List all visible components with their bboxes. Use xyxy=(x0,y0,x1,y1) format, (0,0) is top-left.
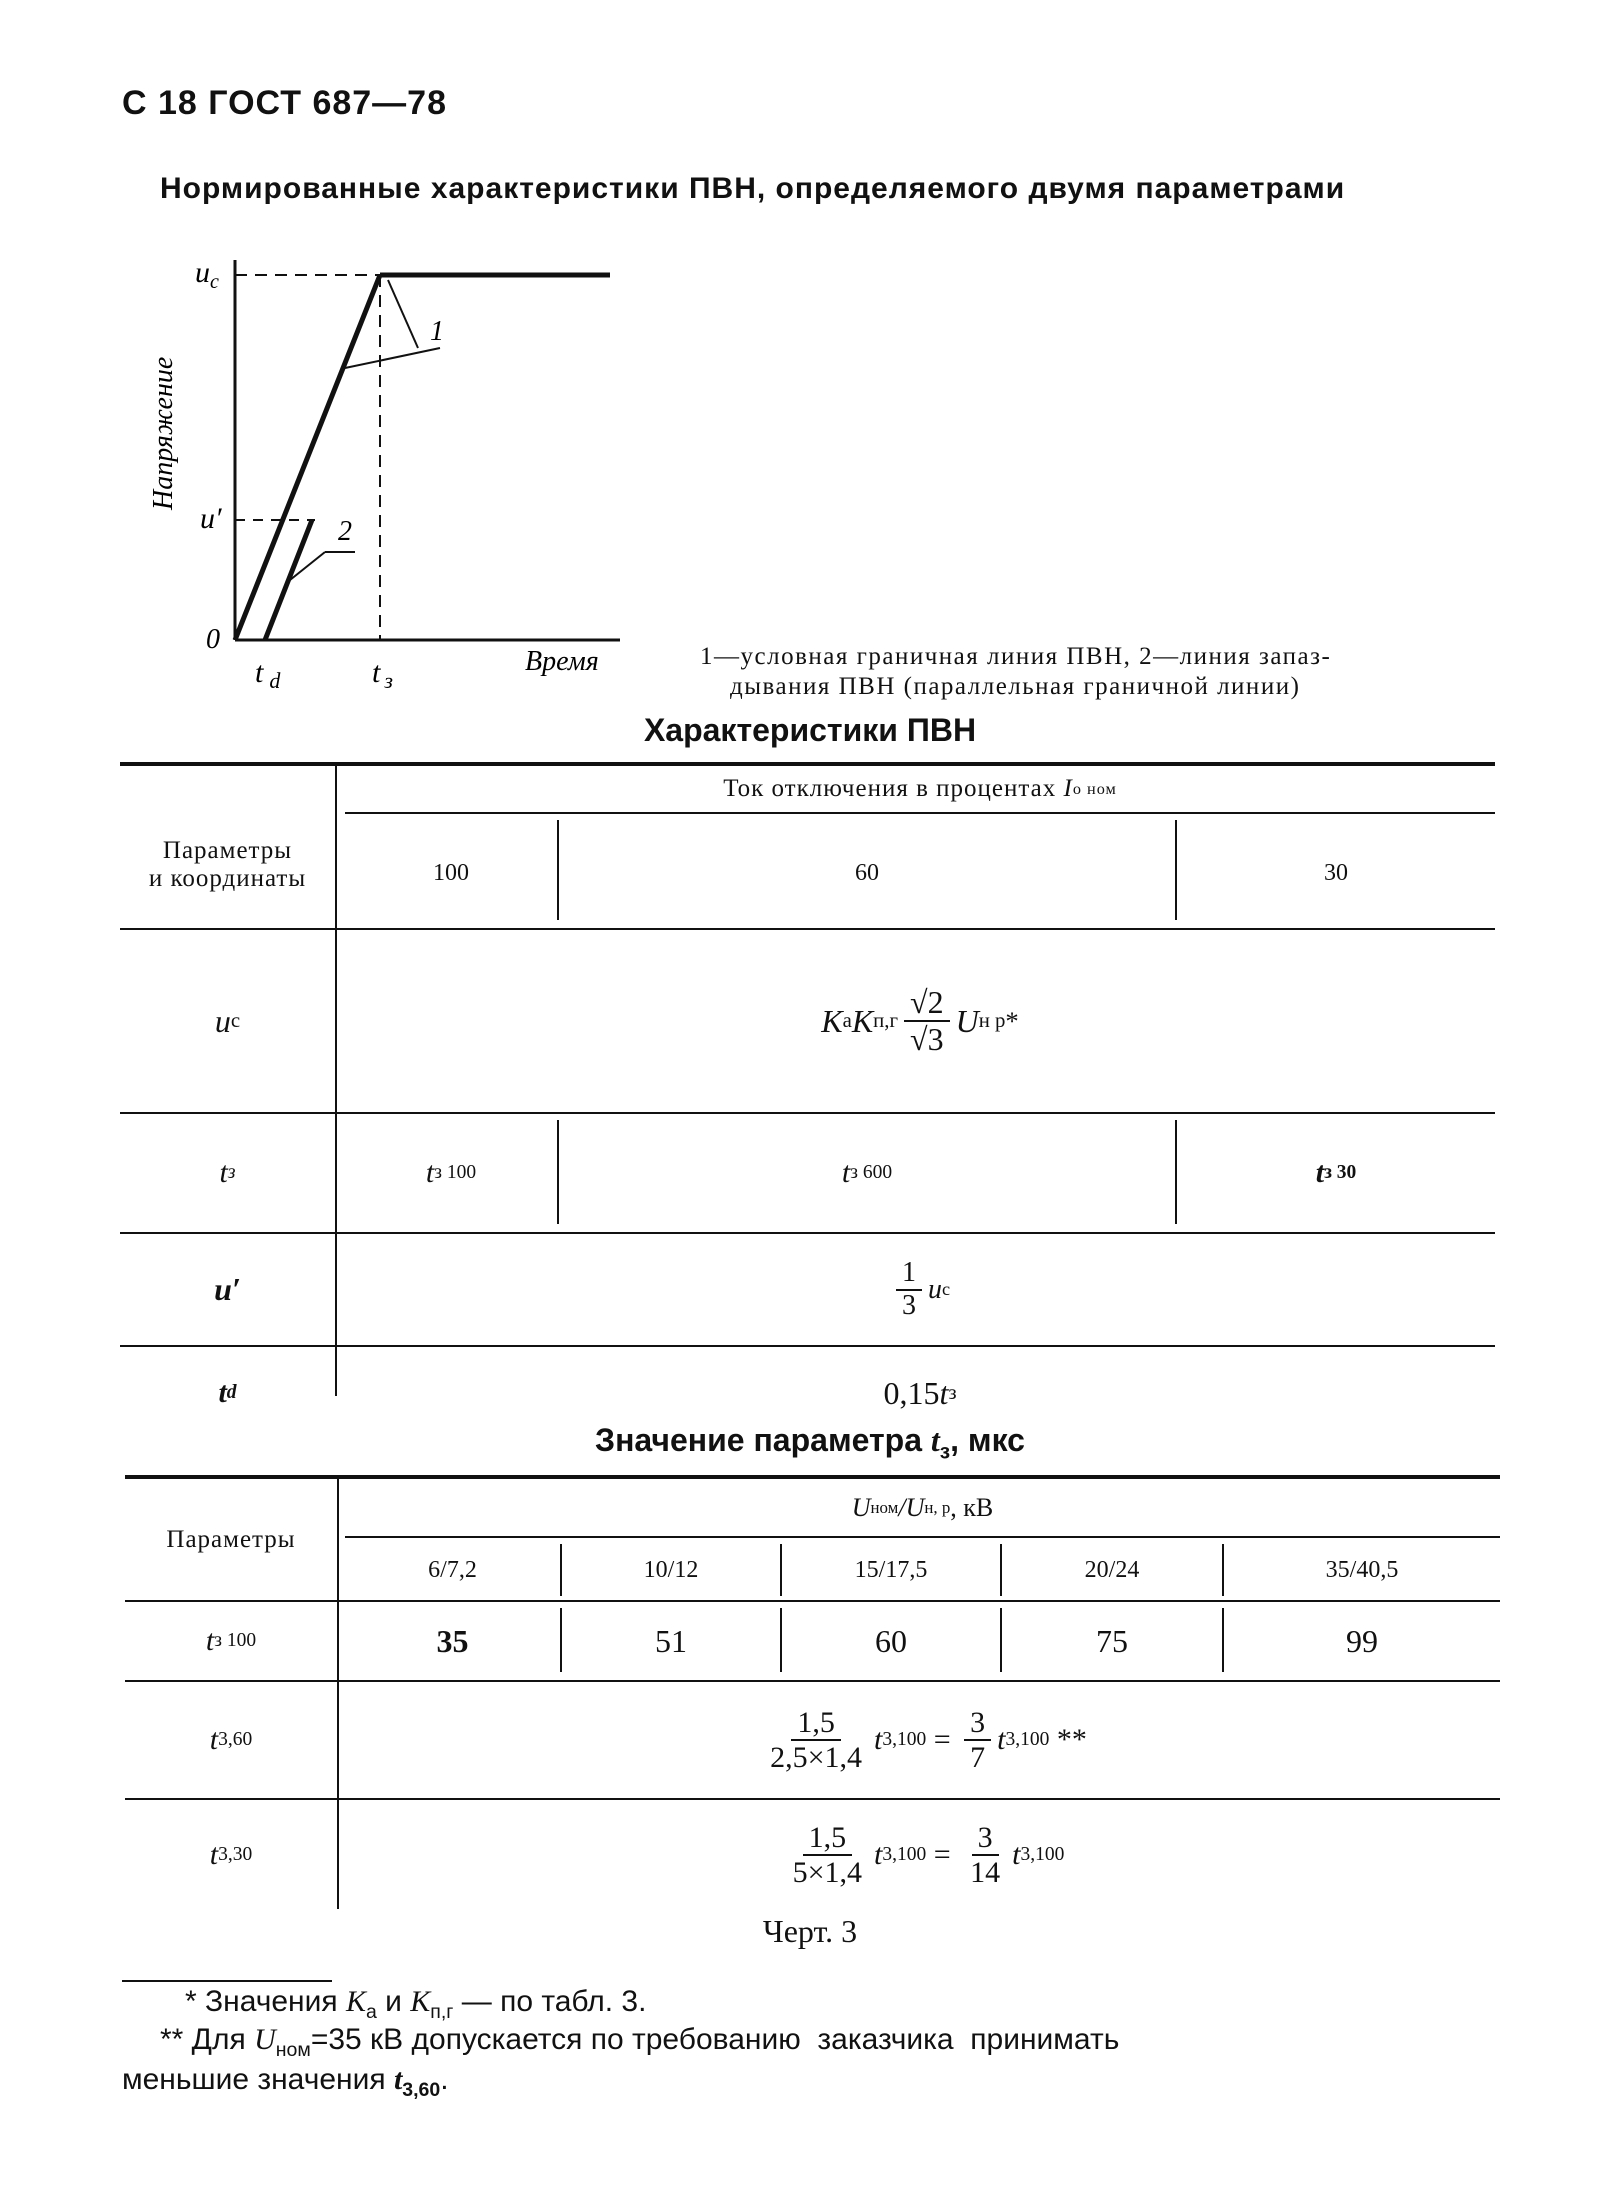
table2-row1-val-2: 60 xyxy=(875,1622,907,1659)
row1-t: t xyxy=(205,1624,215,1657)
row3-t3100-a: t xyxy=(874,1838,883,1871)
row3-t3100-b: t xyxy=(1012,1838,1021,1871)
table1-td-label-sub: d xyxy=(226,1382,237,1403)
table2-row1-label xyxy=(125,1602,337,1680)
page-header: С 18 ГОСТ 687—78 xyxy=(122,84,448,122)
u-prime-u: u xyxy=(927,1273,942,1305)
leader-1b xyxy=(345,348,440,368)
row2-sub: 3,60 xyxy=(218,1729,253,1750)
table2-col-4: 35/40,5 xyxy=(1325,1556,1399,1583)
table2-title-t: t xyxy=(930,1422,940,1458)
table2-row1-val-3: 75 xyxy=(1096,1622,1128,1659)
span-u: U xyxy=(851,1492,871,1522)
table2-header-rule xyxy=(345,1536,1500,1538)
row2-t3100-b: t xyxy=(997,1723,1006,1756)
u-prime-fraction xyxy=(896,1258,922,1322)
t3-label-sub: з xyxy=(384,668,393,690)
table1-u-prime-formula xyxy=(345,1234,1495,1345)
table1-td-label-t: t xyxy=(218,1376,227,1409)
formula-u-sub: н р xyxy=(978,1009,1006,1032)
table2-title-post: , мкс xyxy=(950,1422,1025,1458)
footnote-rule xyxy=(122,1980,332,1982)
td-value-coef: 0,15 xyxy=(883,1374,940,1411)
table1-col-60: 60 xyxy=(855,859,879,886)
zero-label: 0 xyxy=(206,624,220,655)
table1-uc-label-u: u xyxy=(214,1002,231,1039)
row2-eq-num: 3 xyxy=(964,1706,991,1741)
fn2-u: U xyxy=(254,2023,276,2056)
table2-stub-divider xyxy=(337,1479,339,1909)
table1-stub-header xyxy=(120,810,335,920)
table1-t3-30-sub: з 30 xyxy=(1324,1162,1357,1183)
table1-stub-header-l1: Параметры xyxy=(162,837,293,864)
footnote-2-line2 xyxy=(122,2063,449,2102)
table1-span-header-sub: о ном xyxy=(1072,779,1117,798)
row3-t3100-a-sub: 3,100 xyxy=(882,1844,927,1865)
table1-span-header xyxy=(345,766,1495,812)
voltage-time-diagram xyxy=(140,240,660,690)
row3-eq-den: 14 xyxy=(970,1856,1001,1889)
fn1-ka-sub: а xyxy=(365,2001,377,2023)
td-label xyxy=(255,656,281,690)
table1-t3-60-t: t xyxy=(841,1156,851,1189)
table1-td-label xyxy=(120,1347,335,1439)
x-axis-label: Время xyxy=(525,646,599,677)
table1-t3-100-sub: з 100 xyxy=(434,1162,477,1183)
table1-col-100: 100 xyxy=(433,859,469,886)
table1-uc-label-sub: c xyxy=(230,1009,241,1032)
table2-row1-val-1: 51 xyxy=(655,1622,687,1659)
u-prime-num: 1 xyxy=(896,1258,922,1291)
table2-col-3: 20/24 xyxy=(1084,1556,1140,1583)
t3-label xyxy=(372,656,393,690)
row3-eq-fraction xyxy=(964,1821,1006,1889)
table2-row3-formula xyxy=(345,1800,1500,1910)
row1-sub: з 100 xyxy=(214,1630,257,1651)
fn2-b: =35 кВ допускается по требованию заказчика принимать xyxy=(310,2023,1120,2056)
table2-row1-val-0: 35 xyxy=(436,1622,469,1659)
table1-uc-formula xyxy=(345,930,1495,1112)
table1-uc-label xyxy=(120,930,335,1112)
page-title: Нормированные характеристики ПВН, определяемого двумя параметрами xyxy=(160,172,1346,205)
line2-label: 2 xyxy=(338,516,352,547)
formula-star: * xyxy=(1005,1005,1019,1036)
span-unit: , кВ xyxy=(950,1492,994,1522)
uc-label-u: u xyxy=(195,256,210,289)
table1-t3-60 xyxy=(559,1114,1175,1232)
table2-col-1: 10/12 xyxy=(643,1556,699,1583)
row3-eq-num: 3 xyxy=(972,1821,999,1856)
td-label-sub: d xyxy=(269,668,281,690)
span-slash: /U xyxy=(898,1492,925,1522)
row3-t3100-b-sub: 3,100 xyxy=(1020,1844,1065,1865)
table2-row1-val-4: 99 xyxy=(1346,1622,1378,1659)
fn1-kp: K xyxy=(410,1985,431,2018)
table1-t3-60-sub: з 600 xyxy=(850,1162,893,1183)
y-axis-label: Напряжение xyxy=(148,356,179,510)
td-value-t: t xyxy=(939,1374,949,1411)
fn2-t: t xyxy=(393,2063,403,2096)
row2-equals: = xyxy=(933,1723,951,1756)
row2-den: 2,5×1,4 xyxy=(770,1741,863,1774)
table2-stub-header: Параметры xyxy=(166,1525,296,1553)
diagram-caption xyxy=(700,642,1331,702)
fn1-a: * Значения xyxy=(185,1985,338,2018)
diagram-caption-line2: дывания ПВН (параллельная граничной линии) xyxy=(730,673,1301,700)
formula-ka: K xyxy=(821,1002,843,1039)
row2-fraction xyxy=(764,1706,868,1774)
fn1-b: — по табл. 3. xyxy=(461,1985,647,2018)
table2-row2-formula xyxy=(345,1682,1500,1798)
fn1-and: и xyxy=(385,1985,402,2018)
formula-num: √2 xyxy=(904,985,950,1022)
row2-t3100-a: t xyxy=(874,1723,883,1756)
table1-stub-divider xyxy=(335,766,337,1396)
table2-title-pre: Значение параметра xyxy=(595,1422,922,1458)
footnote-2-line1 xyxy=(160,2023,1500,2062)
formula-ka-sub: a xyxy=(842,1009,852,1032)
row3-t: t xyxy=(209,1838,219,1871)
u-prime-den: 3 xyxy=(901,1289,916,1321)
row2-num: 1,5 xyxy=(791,1706,841,1741)
leader-1a xyxy=(388,280,418,348)
table1-t3-100 xyxy=(345,1114,557,1232)
table2-row2-label xyxy=(125,1682,337,1798)
figure-caption: Черт. 3 xyxy=(762,1913,858,1949)
row2-double-star: ** xyxy=(1056,1723,1087,1756)
fn2-c: меньшие значения xyxy=(122,2063,386,2096)
formula-u: U xyxy=(955,1002,979,1039)
row2-t3100-a-sub: 3,100 xyxy=(882,1729,927,1750)
table1-t3-30 xyxy=(1177,1114,1495,1232)
table1-span-header-var: I xyxy=(1063,775,1073,802)
fn2-a: ** Для xyxy=(160,2023,246,2056)
table1-stub-header-l2: и координаты xyxy=(148,865,307,892)
table1-header-rule xyxy=(345,812,1495,814)
delay-line-2 xyxy=(265,520,312,640)
table1-span-header-text: Ток отключения в процентах xyxy=(723,775,1057,802)
formula-fraction xyxy=(904,985,950,1057)
table2-row3-label xyxy=(125,1800,337,1910)
table1-t3-100-t: t xyxy=(425,1156,435,1189)
table2-col-2: 15/17,5 xyxy=(854,1556,928,1583)
table2-title xyxy=(450,1422,1170,1464)
table1-t3-label-sub: з xyxy=(227,1162,236,1183)
row3-equals: = xyxy=(933,1838,951,1871)
table1-col-30: 30 xyxy=(1324,859,1348,886)
row2-eq-den: 7 xyxy=(970,1741,986,1774)
row2-t3100-b-sub: 3,100 xyxy=(1005,1729,1050,1750)
row3-sub: 3,30 xyxy=(218,1844,253,1865)
u-prime-label: u′ xyxy=(200,502,222,535)
uc-label-sub: c xyxy=(210,271,219,293)
table1-u-prime-label: u′ xyxy=(214,1271,241,1307)
row2-t: t xyxy=(209,1723,219,1756)
row2-eq-fraction xyxy=(964,1706,991,1774)
fn1-ka: K xyxy=(345,1985,366,2018)
table2-col-0: 6/7,2 xyxy=(428,1556,477,1583)
span-u-sub2: н, р xyxy=(924,1497,951,1517)
boundary-line-1 xyxy=(235,275,380,640)
table1-t3-label xyxy=(120,1114,335,1232)
row3-num: 1,5 xyxy=(803,1821,853,1856)
uc-label xyxy=(195,256,219,293)
footnote-1 xyxy=(185,1985,646,2024)
fn2-dot: . xyxy=(440,2063,449,2096)
t3-label-t: t xyxy=(372,656,381,689)
formula-kp-sub: п,г xyxy=(873,1009,899,1032)
span-u-sub1: ном xyxy=(870,1497,899,1517)
line1-label: 1 xyxy=(430,316,444,347)
row3-fraction xyxy=(787,1821,868,1889)
table1-t3-30-t: t xyxy=(1315,1156,1325,1189)
formula-den: √3 xyxy=(910,1021,944,1057)
diagram-caption-line1: 1—условная граничная линия ПВН, 2—линия запаз- xyxy=(700,643,1332,670)
td-label-t: t xyxy=(255,656,264,689)
table1-t3-label-t: t xyxy=(219,1156,228,1189)
fn2-u-sub: ном xyxy=(275,2039,311,2061)
table1-title: Характеристики ПВН xyxy=(643,712,977,748)
fn2-t-sub: 3,60 xyxy=(402,2079,441,2101)
table2-span-header xyxy=(345,1479,1500,1536)
fn1-kp-sub: п,г xyxy=(430,2001,454,2023)
td-value-sub: з xyxy=(948,1381,957,1404)
formula-kp: K xyxy=(851,1002,874,1039)
table2-title-sub: з xyxy=(939,1440,951,1464)
row3-den: 5×1,4 xyxy=(792,1856,863,1889)
u-prime-sub: c xyxy=(941,1279,951,1299)
